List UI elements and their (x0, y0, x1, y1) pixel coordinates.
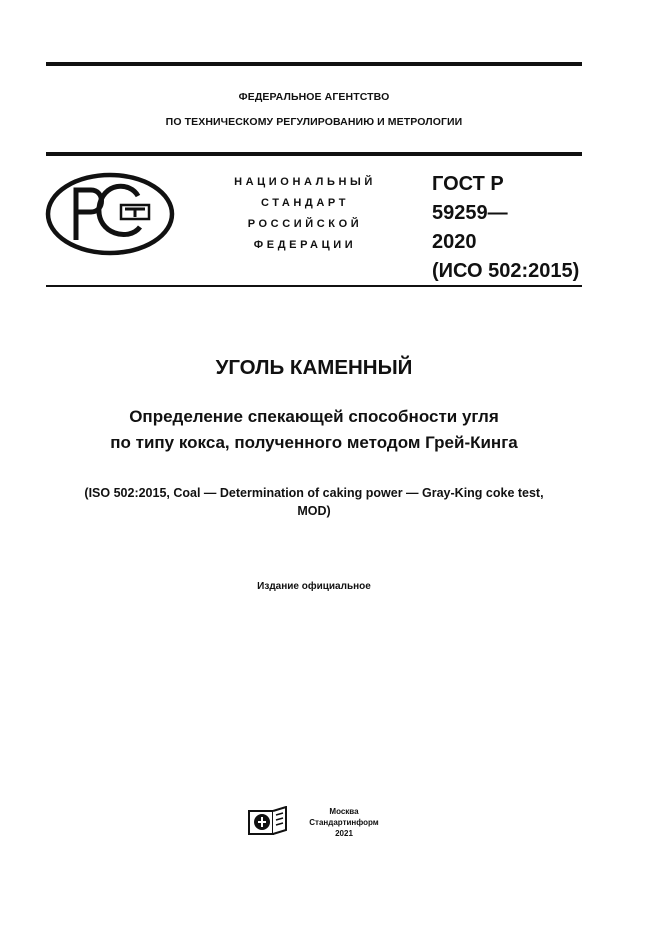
designation-line-1: ГОСТ Р (432, 173, 504, 195)
header-bottom-rule (46, 285, 582, 287)
document-subtitle (46, 404, 582, 456)
document-title: УГОЛЬ КАМЕННЫЙ (215, 356, 413, 379)
agency-name-line-1: ФЕДЕРАЛЬНОЕ АГЕНТСТВО (238, 91, 390, 103)
standartinform-logo-icon (248, 806, 288, 836)
iso-reference-line-2: MOD) (297, 504, 331, 518)
publisher-city: Москва (329, 807, 359, 816)
standard-type-line-2: СТАНДАРТ (260, 197, 350, 209)
publisher-info (306, 806, 382, 839)
agency-name-line-2: ПО ТЕХНИЧЕСКОМУ РЕГУЛИРОВАНИЮ И МЕТРОЛОГИИ (165, 116, 463, 128)
publisher-name: Стандартинформ (309, 818, 379, 827)
standard-designation (432, 170, 582, 286)
publisher-year: 2021 (335, 829, 353, 838)
designation-line-4: (ИСО 502:2015) (432, 260, 580, 282)
standard-type-block (208, 172, 402, 256)
subtitle-line-1: Определение спекающей способности угля (129, 407, 499, 426)
rst-conformity-mark-icon (45, 172, 175, 256)
standard-type-line-4: ФЕДЕРАЦИИ (253, 239, 357, 251)
designation-line-2: 59259— (432, 202, 508, 224)
iso-reference-line-1: (ISO 502:2015, Coal — Determination of caking power — Gray-King coke test, (84, 486, 544, 500)
designation-line-3: 2020 (432, 231, 477, 253)
standard-type-line-3: РОССИЙСКОЙ (247, 218, 363, 230)
edition-note: Издание официальное (257, 581, 371, 592)
iso-reference (46, 484, 582, 520)
header-rule (46, 152, 582, 156)
subtitle-line-2: по типу кокса, полученного методом Грей-Кинга (110, 433, 518, 452)
top-rule (46, 62, 582, 66)
standard-type-line-1: НАЦИОНАЛЬНЫЙ (234, 176, 376, 188)
